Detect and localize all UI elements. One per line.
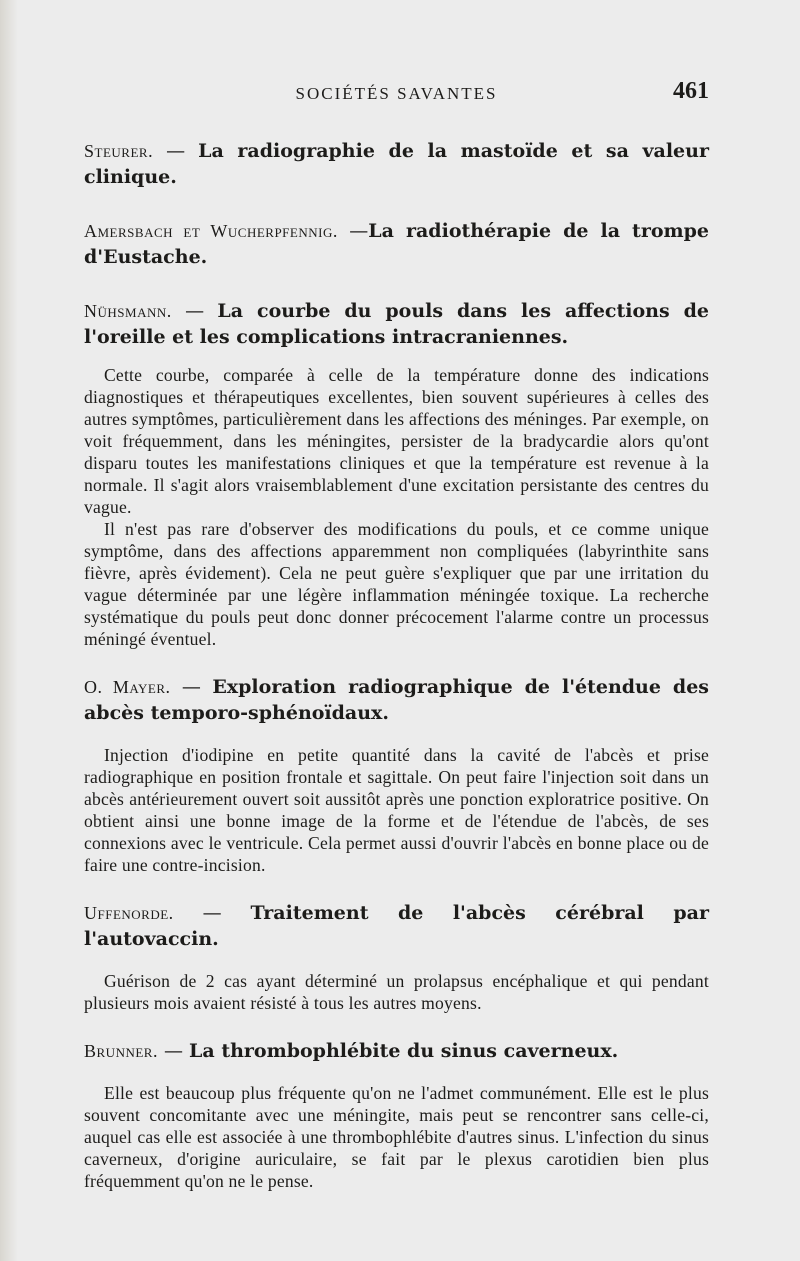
entry-title: La radiographie de la mastoïde et sa valeur clinique. (84, 140, 709, 188)
entry-dash: — (170, 676, 213, 698)
entry-title: Traitement de l'abcès cérébral par l'autovaccin. (84, 902, 709, 950)
entry-heading (84, 674, 709, 726)
entry-author: Amersbach et Wucherpfennig. (84, 221, 338, 241)
entry-paragraph: Injection d'iodipine en petite quantité dans la cavité de l'abcès et prise radiographique en position frontale et sagittale. On peut faire l'injection soit dans un abcès antérieurement ouvert soit aussitôt après une ponction exploratrice positive. On obtient ainsi une bonne image de la forme et de l'étendue de l'abcès, de ses connexions avec le ventricule. Cela permet aussi d'ouvrir l'abcès en bonne place ou de faire une contre-incision. (84, 745, 709, 875)
entry-dash: — (157, 1040, 190, 1062)
page-number: 461 (673, 78, 709, 104)
entry-title: La courbe du pouls dans les affections de l'oreille et les complications intracraniennes. (84, 300, 709, 348)
entry-paragraph: Guérison de 2 cas ayant déterminé un prolapsus encéphalique et qui pendant plusieurs mois avaient résisté à tous les autres moyens. (84, 971, 709, 1013)
entry-title: La radiothérapie de la trompe d'Eustache. (84, 220, 709, 268)
entry-heading (84, 138, 709, 190)
entry-heading (84, 900, 709, 952)
entry-dash: — (337, 220, 369, 242)
entry-author: Brunner. (84, 1041, 158, 1061)
entry-title: Exploration radiographique de l'étendue des abcès temporo-sphénoïdaux. (84, 676, 709, 724)
entry-title: La thrombophlébite du sinus caverneux. (189, 1040, 619, 1062)
entry-author: O. Mayer. (84, 677, 171, 697)
entry-dash: — (153, 140, 199, 162)
entry-author: Nühsmann. (84, 301, 172, 321)
entry-paragraph: Elle est beaucoup plus fréquente qu'on ne l'admet communément. Elle est le plus souvent concomitante avec une méningite, mais peut se rencontrer sans celle-ci, auquel cas elle est associée à une thrombophlébite d'autres sinus. L'infection du sinus caverneux, d'origine auriculaire, se fait par le plexus carotidien bien plus fréquemment qu'on ne le pense. (84, 1083, 709, 1191)
page-edge-shadow (0, 0, 18, 1261)
entry-heading (84, 218, 709, 270)
entry-author: Uffenorde. (84, 903, 174, 923)
entry-paragraph: Cette courbe, comparée à celle de la température donne des indications diagnostiques et thérapeutiques excellentes, bien souvent supérieures à celles des autres symptômes, particulièrement dans les affections des méninges. Par exemple, on voit fréquemment, dans les méningites, persister de la bradycardie alors qu'ont disparu toutes les manifestations cliniques et que la température est revenue à la normale. Il s'agit alors vraisemblablement d'une excitation persistante des centres du vague. (84, 365, 709, 517)
page-header (84, 78, 709, 108)
entry-author: Steurer. (84, 141, 154, 161)
entry-heading (84, 1038, 709, 1064)
running-head: SOCIÉTÉS SAVANTES (295, 84, 498, 103)
entry-paragraph: Il n'est pas rare d'observer des modifications du pouls, et ce comme unique symptôme, dans des affections apparemment non compliquées (labyrinthite sans fièvre, après évidement). Cela ne peut guère s'expliquer que par une irritation du vague déterminée par une légère inflammation méningée toxique. La recherche systématique du pouls peut donc donner précocement l'alarme contre un processus méningé éventuel. (84, 519, 709, 649)
page-body (84, 138, 709, 1192)
entry-heading (84, 298, 709, 350)
entry-dash: — (173, 902, 251, 924)
entry-dash: — (171, 300, 218, 322)
